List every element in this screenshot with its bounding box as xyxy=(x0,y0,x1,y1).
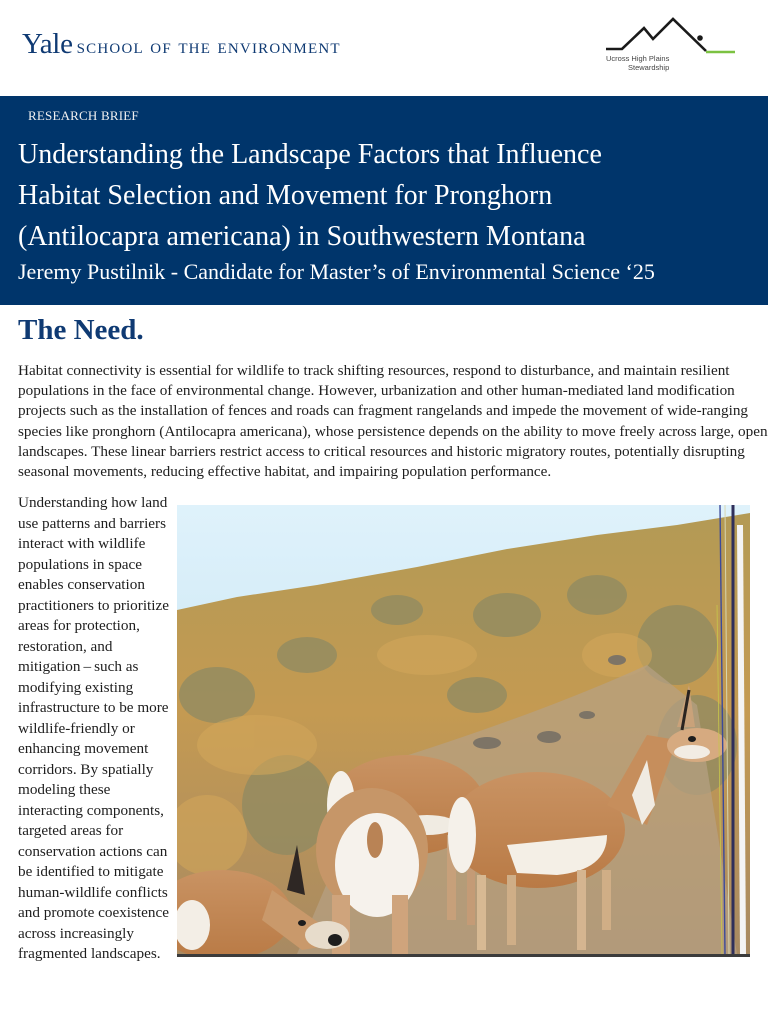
title-line: Habitat Selection and Movement for Pronghorn xyxy=(18,180,553,211)
yale-wordmark: Yale xyxy=(22,28,73,60)
paragraph-line: conservation actions can xyxy=(18,842,168,860)
paragraph-line: populations in space xyxy=(18,555,143,573)
title-banner xyxy=(0,96,768,305)
ucross-logo xyxy=(602,14,742,78)
paragraph-line: fragmented landscapes. xyxy=(18,945,161,962)
paragraph-line: across increasingly xyxy=(18,924,134,942)
title-line: Understanding the Landscape Factors that Influence xyxy=(18,139,602,170)
research-brief-label: RESEARCH BRIEF xyxy=(28,108,139,123)
ucross-logo-line2: Stewardship xyxy=(628,63,670,72)
paragraph-line: corridors. By spatially xyxy=(18,760,154,778)
paragraph-line: be identified to mitigate xyxy=(18,863,164,880)
paragraph-line: Habitat connectivity is essential for wildlife to track shifting resources, respond to disturbance, and maintain resilient xyxy=(18,362,730,379)
paragraph-line: wildlife-friendly or xyxy=(18,719,135,737)
paragraph-line: restoration, and xyxy=(18,637,113,655)
paragraph-line: use patterns and barriers xyxy=(18,514,167,532)
paragraph-line: landscapes. These linear barriers restrict access to critical resources and historic migratory routes, potentially disrupting xyxy=(18,442,745,460)
paragraph-line: targeted areas for xyxy=(18,822,124,839)
paragraph-line: seasonal movements, reducing effective habitat, and impairing population performance. xyxy=(18,463,552,481)
ucross-logo-text xyxy=(606,54,669,72)
paragraph-line: human-wildlife conflicts xyxy=(18,883,168,901)
pronghorn-landscape-image xyxy=(177,505,750,954)
paragraph-line: populations in the face of environmental change. However, urbanization and other human-mediated land modification xyxy=(18,382,735,400)
paragraph-line: interacting components, xyxy=(18,801,164,819)
side-paragraph xyxy=(18,493,176,965)
pronghorn-photo xyxy=(177,505,750,957)
title-line: (Antilocapra americana) in Southwestern Montana xyxy=(18,221,586,252)
paragraph-line: practitioners to prioritize xyxy=(18,596,169,614)
paragraph-line: interact with wildlife xyxy=(18,535,146,552)
paragraph-line: projects such as the installation of fences and roads can fragment rangelands and impede the movement of wide-ranging xyxy=(18,402,749,420)
page-title xyxy=(18,134,758,257)
paragraph-line: modifying existing xyxy=(18,678,134,696)
section-heading: The Need. xyxy=(18,314,144,346)
intro-paragraph xyxy=(18,361,768,482)
page-header xyxy=(0,0,768,95)
paragraph-line: Understanding how land xyxy=(18,494,168,511)
paragraph-line: mitigation – such as xyxy=(18,658,139,675)
yale-school-logo xyxy=(22,28,341,61)
paragraph-line: and promote coexistence xyxy=(18,904,169,921)
school-wordmark: school of the environment xyxy=(76,34,341,58)
ucross-logo-line1: Ucross High Plains xyxy=(606,54,670,63)
paragraph-line: areas for protection, xyxy=(18,617,140,634)
mountain-skyline-icon xyxy=(602,14,742,59)
paragraph-line: modeling these xyxy=(18,781,111,798)
paragraph-line: enhancing movement xyxy=(18,740,149,757)
paragraph-line: infrastructure to be more xyxy=(18,699,169,716)
paragraph-line: enables conservation xyxy=(18,576,145,593)
paragraph-line: species like pronghorn (Antilocapra americana), whose persistence depends on the ability to move freely across large, open xyxy=(18,422,768,440)
author-byline: Jeremy Pustilnik - Candidate for Master’s of Environmental Science ‘25 xyxy=(18,259,655,284)
